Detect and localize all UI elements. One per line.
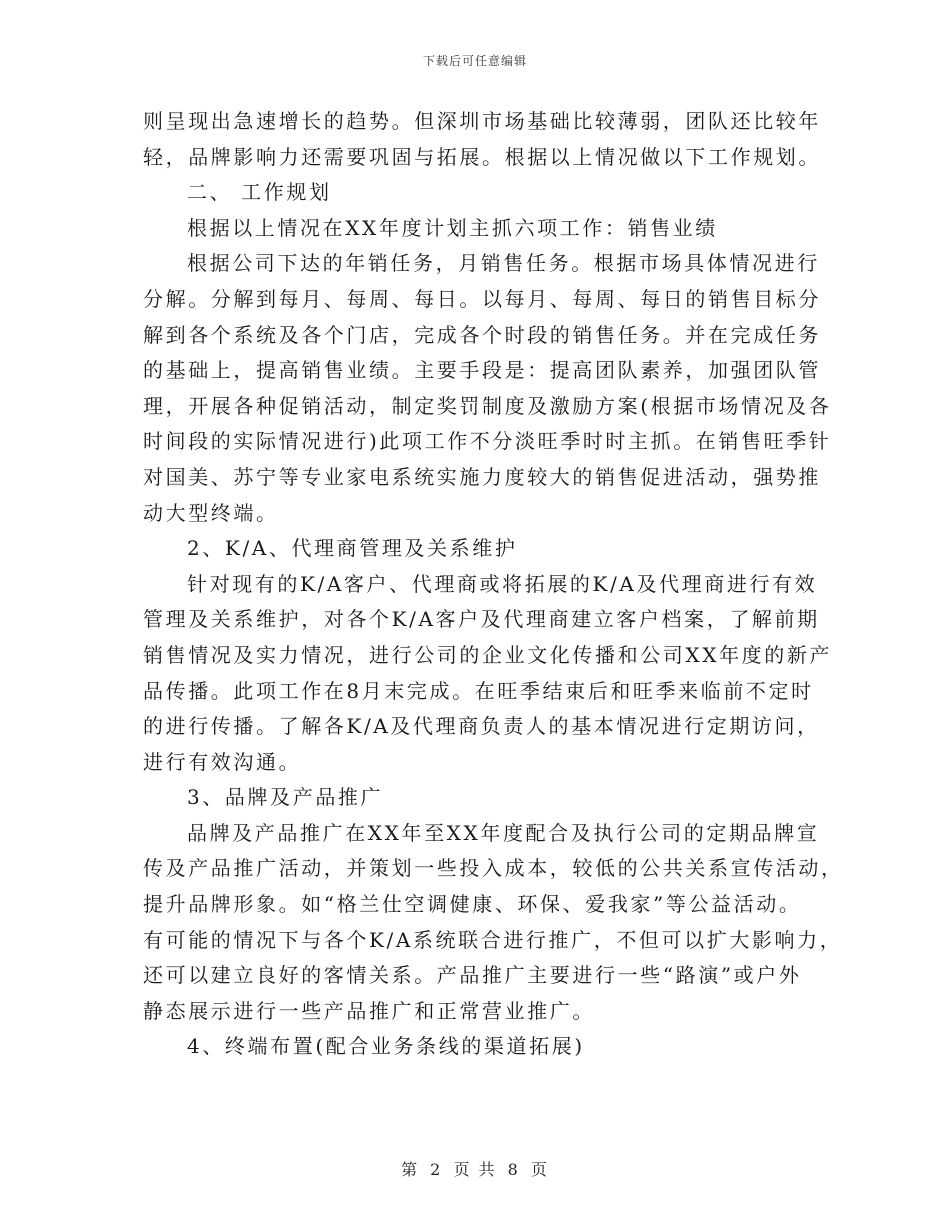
text-line: 二、 工作规划 <box>187 180 332 205</box>
text-line: 有可能的情况下与各个K/A系统联合进行推广，不但可以扩大影响力， <box>143 927 843 952</box>
text-line: 还可以建立良好的客情关系。产品推广主要进行一些“路演”或户外 <box>143 963 802 988</box>
page-label-suffix: 页 <box>530 1160 549 1179</box>
page-header: 下载后可任意编辑 <box>422 54 527 68</box>
text-line: 进行有效沟通。 <box>143 749 302 774</box>
text-line: 解到各个系统及各个门店，完成各个时段的销售任务。并在完成任务 <box>143 322 821 347</box>
text-line: 品传播。此项工作在8月末完成。在旺季结束后和旺季来临前不定时 <box>143 678 814 703</box>
text-line: 轻，品牌影响力还需要巩固与拓展。根据以上情况做以下工作规划。 <box>143 144 821 169</box>
text-line: 提升品牌形象。如“格兰仕空调健康、环保、爱我家”等公益活动。 <box>143 892 802 917</box>
page-label-prefix: 第 <box>401 1160 420 1179</box>
text-line: 则呈现出急速增长的趋势。但深圳市场基础比较薄弱，团队还比较年 <box>143 109 821 133</box>
text-line: 分解。分解到每月、每周、每日。以每月、每周、每日的销售目标分 <box>143 286 821 311</box>
page-label-middle: 页 共 <box>453 1160 497 1179</box>
text-line: 管理及关系维护，对各个K/A客户及代理商建立客户档案，了解前期 <box>143 607 820 632</box>
text-line: 动大型终端。 <box>143 500 279 525</box>
text-line: 根据公司下达的年销任务，月销售任务。根据市场具体情况进行 <box>187 251 820 276</box>
text-line: 理，开展各种促销活动，制定奖罚制度及激励方案(根据市场情况及各 <box>143 393 832 418</box>
document-body <box>143 104 844 1065</box>
text-line: 静态展示进行一些产品推广和正常营业推广。 <box>143 998 595 1023</box>
text-line: 品牌及产品推广在XX年至XX年度配合及执行公司的定期品牌宣 <box>187 820 820 845</box>
text-line: 传及产品推广活动，并策划一些投入成本，较低的公共关系宣传活动， <box>143 856 844 881</box>
text-line: 销售情况及实力情况，进行公司的企业文化传播和公司XX年度的新产 <box>143 642 833 667</box>
text-line: 的基础上，提高销售业绩。主要手段是：提高团队素养，加强团队管 <box>143 358 821 383</box>
text-line: 2、K/A、代理商管理及关系维护 <box>187 536 518 561</box>
text-line: 3、品牌及产品推广 <box>187 785 384 810</box>
total-page-count: 8 <box>507 1160 520 1179</box>
text-line: 根据以上情况在XX年度计划主抓六项工作：销售业绩 <box>187 215 718 240</box>
text-line: 时间段的实际情况进行)此项工作不分淡旺季时时主抓。在销售旺季针 <box>143 429 832 454</box>
page-footer <box>0 1157 950 1180</box>
text-line: 4、终端布置(配合业务条线的渠道拓展) <box>187 1034 585 1059</box>
text-line: 对国美、苏宁等专业家电系统实施力度较大的销售促进活动，强势推 <box>143 464 821 489</box>
text-line: 的进行传播。了解各K/A及代理商负责人的基本情况进行定期访问， <box>143 714 820 739</box>
text-line: 针对现有的K/A客户、代理商或将拓展的K/A及代理商进行有效 <box>187 571 818 596</box>
current-page-number: 2 <box>430 1160 443 1179</box>
